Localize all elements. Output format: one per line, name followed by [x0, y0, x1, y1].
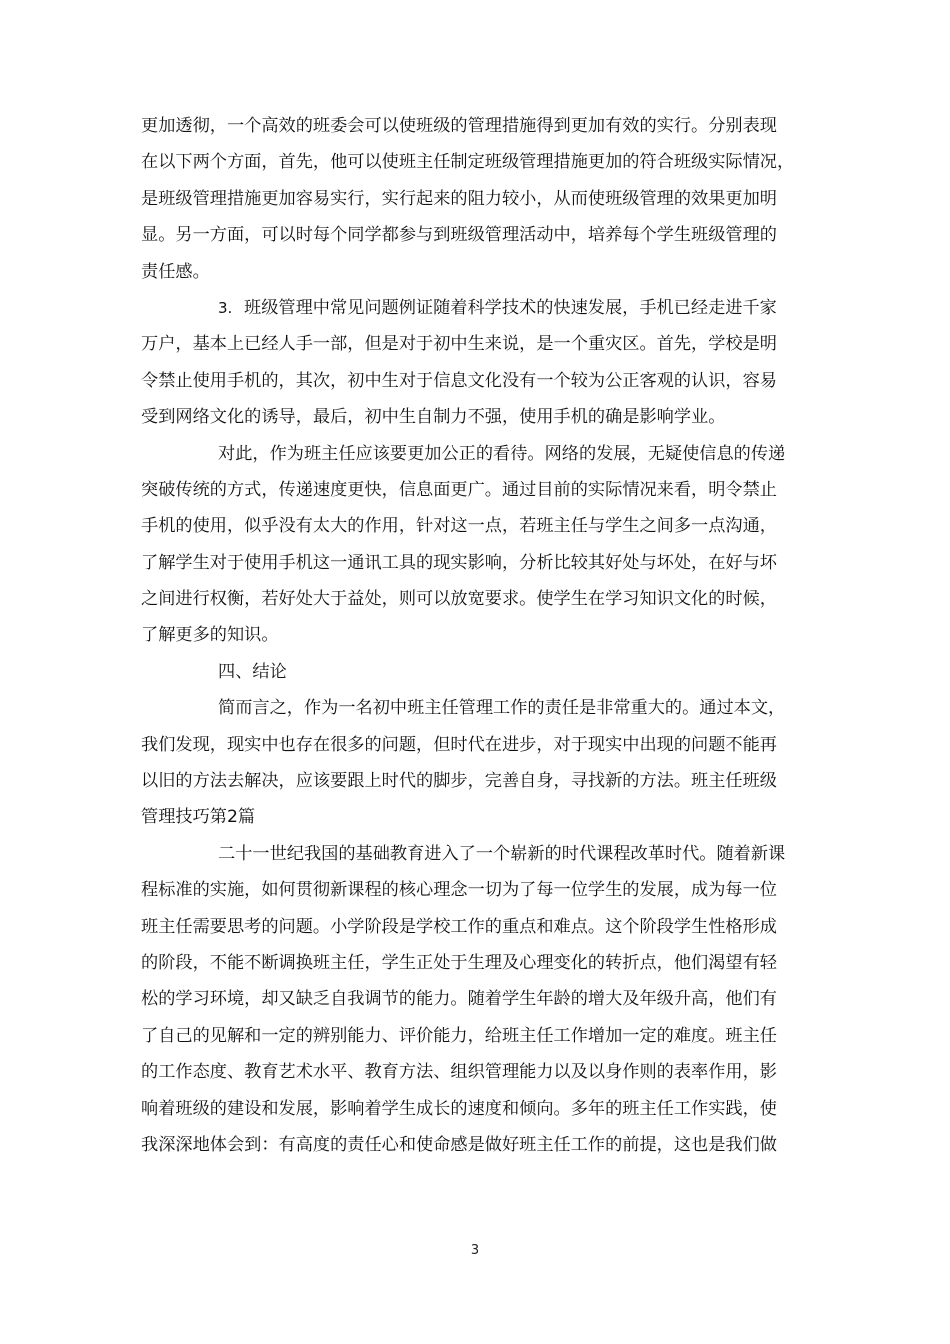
page-number: 3 [470, 1243, 480, 1258]
text-line: 了解更多的知识。 [141, 625, 279, 646]
text-line: 我们发现，现实中也存在很多的问题，但时代在进步，对于现实中出现的问题不能再 [141, 734, 777, 755]
text-line: 的阶段，不能不断调换班主任，学生正处于生理及心理变化的转折点，他们渴望有轻 [141, 952, 777, 973]
text-line: 以旧的方法去解决，应该要跟上时代的脚步，完善自身，寻找新的方法。班主任班级 [141, 771, 777, 792]
section-heading [141, 654, 821, 690]
text-line-content: 班级管理中常见问题例证随着科学技术的快速发展，手机已经走进千家 [244, 297, 777, 318]
text-line: 程标准的实施，如何贯彻新课程的核心理念一切为了每一位学生的发展，成为每一位 [141, 880, 777, 901]
text-line: 是班级管理措施更加容易实行，实行起来的阻力较小，从而使班级管理的效果更加明 [141, 188, 777, 209]
text-line: 之间进行权衡，若好处大于益处，则可以放宽要求。使学生在学习知识文化的时候， [141, 589, 777, 610]
text-line: 响着班级的建设和发展，影响着学生成长的速度和倾向。多年的班主任工作实践，使 [141, 1098, 777, 1119]
text-line: 班主任需要思考的问题。小学阶段是学校工作的重点和难点。这个阶段学生性格形成 [141, 916, 777, 937]
text-line: 突破传统的方式，传递速度更快，信息面更广。通过目前的实际情况来看，明令禁止 [141, 479, 777, 500]
text-line: 了自己的见解和一定的辨别能力、评价能力，给班主任工作增加一定的难度。班主任 [141, 1025, 777, 1046]
list-number: 3. [218, 298, 233, 317]
text-line: 管理技巧第2篇 [141, 807, 256, 828]
text-line: 手机的使用，似乎没有太大的作用，针对这一点，若班主任与学生之间多一点沟通， [141, 516, 777, 537]
heading-text: 四、结论 [218, 661, 287, 682]
text-line: 我深深地体会到：有高度的责任心和使命感是做好班主任工作的前提，这也是我们做 [141, 1134, 777, 1155]
paragraph [141, 690, 821, 836]
text-line: 责任感。 [141, 261, 210, 282]
text-line: 在以下两个方面，首先，他可以使班主任制定班级管理措施更加的符合班级实际情况， [141, 152, 795, 173]
text-line: 二十一世纪我国的基础教育进入了一个崭新的时代课程改革时代。随着新课 [218, 843, 786, 864]
text-line [141, 290, 821, 326]
text-line: 松的学习环境，却又缺乏自我调节的能力。随着学生年龄的增大及年级升高，他们有 [141, 989, 777, 1010]
text-line: 更加透彻，一个高效的班委会可以使班级的管理措施得到更加有效的实行。分别表现 [141, 116, 777, 136]
text-line: 令禁止使用手机的，其次，初中生对于信息文化没有一个较为公正客观的认识，容易 [141, 370, 777, 391]
paragraph [141, 436, 821, 654]
text-line: 对此，作为班主任应该要更加公正的看待。网络的发展，无疑使信息的传递 [218, 443, 786, 464]
text-line: 的工作态度、教育艺术水平、教育方法、组织管理能力以及以身作则的表率作用，影 [141, 1062, 777, 1083]
paragraph-continuation [141, 108, 821, 290]
text-line: 简而言之，作为一名初中班主任管理工作的责任是非常重大的。通过本文， [218, 698, 786, 719]
paragraph [141, 836, 821, 1164]
text-line: 万户，基本上已经人手一部，但是对于初中生来说，是一个重灾区。首先，学校是明 [141, 334, 777, 355]
paragraph-numbered-item [141, 290, 821, 436]
body-text [141, 108, 821, 1163]
text-line: 受到网络文化的诱导，最后，初中生自制力不强，使用手机的确是影响学业。 [141, 407, 726, 428]
text-line: 显。另一方面，可以时每个同学都参与到班级管理活动中，培养每个学生班级管理的 [141, 225, 777, 246]
text-line: 了解学生对于使用手机这一通讯工具的现实影响，分析比较其好处与坏处，在好与坏 [141, 552, 777, 573]
